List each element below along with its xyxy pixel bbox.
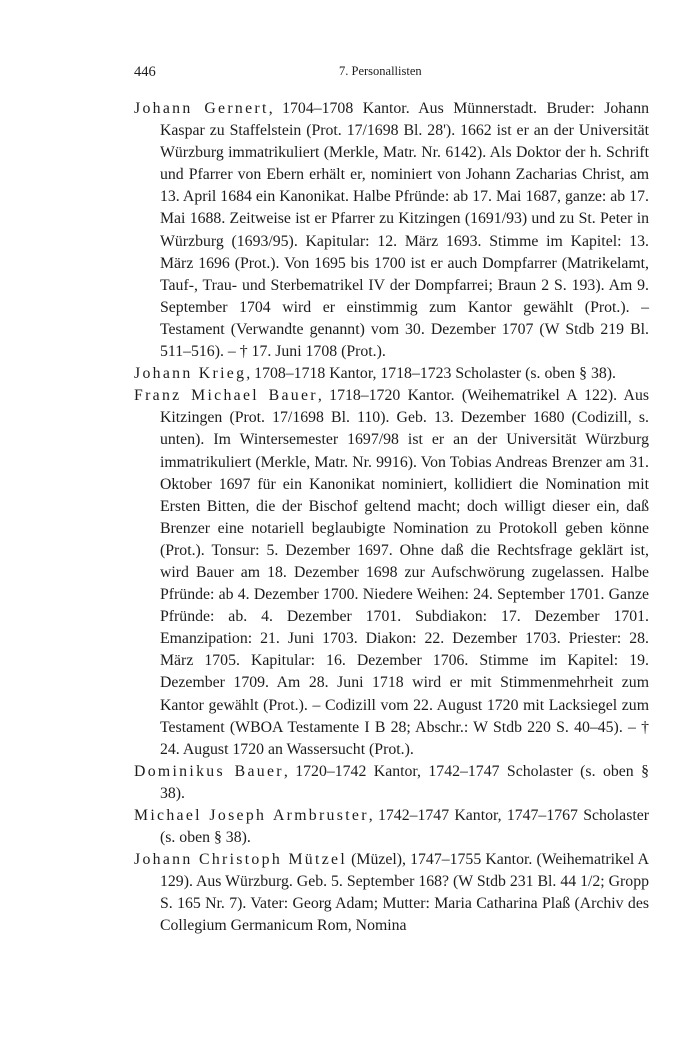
entry-name: Dominikus Bauer: [134, 762, 284, 780]
entry-name: Johann Christoph Mützel: [134, 851, 348, 869]
page-header: [134, 64, 649, 84]
page-number: 446: [134, 64, 156, 80]
entry-text: , 1704–1708 Kantor. Aus Münnerstadt. Bruder: Johann Kaspar zu Staffelstein (Prot. 17/1698 Bl. 28'). 1662 ist er an der Universität Würzburg immatrikuliert (Merkle, Matr. Nr. 6142). Als Doktor der h. Schrift und Pfarrer von Ebern erhält er, nominiert von Johann Zacharias Christ, am 13. April 1684 ein Kanonikat. Halbe Pfründe: ab 17. Mai 1687, ganze: ab 17. Mai 1688. Zeitweise ist er Pfarrer zu Kitzingen (1691/93) und zu St. Peter in Würzburg (1693/95). Kapitular: 12. März 1693. Stimme im Kapitel: 13. März 1696 (Prot.). Von 1695 bis 1700 ist er auch Dompfarrer (Matrikelamt, Tauf-, Trau- und Sterbematrikel IV der Dompfarrei; Braun 2 S. 193). Am 9. September 1704 wird er einstimmig zum Kantor gewählt (Prot.). – Testament (Verwandte genannt) vom 30. Dezember 1707 (W Stdb 219 Bl. 511–516). – † 17. Juni 1708 (Prot.).: [160, 100, 649, 361]
entry-johann-krieg: [134, 363, 649, 385]
entry-list: [134, 98, 649, 938]
entry-johann-gernert: [134, 98, 649, 363]
entry-name: Johann Gernert: [134, 100, 269, 117]
running-title: 7. Personallisten: [339, 64, 422, 78]
entry-name: Franz Michael Bauer: [134, 387, 318, 405]
entry-michael-joseph-armbruster: [134, 805, 649, 849]
entry-franz-michael-bauer: [134, 385, 649, 761]
entry-text: , 1742–1747 Kantor, 1747–1767 Scholaster (s. oben § 38).: [160, 807, 650, 847]
entry-johann-christoph-muetzel: [134, 849, 649, 937]
entry-name: Johann Krieg: [134, 365, 247, 383]
entry-name: Michael Joseph Armbruster: [134, 807, 369, 824]
entry-text: , 1718–1720 Kantor. (Weihematrikel A 122). Aus Kitzingen (Prot. 17/1698 Bl. 110). Geb. 13. Dezember 1680 (Codizill, s. unten). Im Wintersemester 1697/98 ist er an der Universität Würzburg immatrikuliert (Merkle, Matr. Nr. 9916). Von Tobias Andreas Brenzer am 31. Oktober 1697 für ein Kanonikat nominiert, kollidiert die Nomination mit Ersten Bitten, die der Bischof geltend macht; doch willigt dieser ein, daß Brenzer eine notariell beglaubigte Nomination zu Protokoll geben könne (Prot.). Tonsur: 5. Dezember 1697. Ohne daß die Rechtsfrage geklärt ist, wird Bauer am 18. Dezember 1698 zur Aufschwörung zugelassen. Halbe Pfründe: ab 4. Dezember 1700. Niedere Weihen: 24. September 1701. Ganze Pfründe: ab. 4. Dezember 1701. Subdiakon: 17. Dezember 1701. Emanzipation: 21. Juni 1703. Diakon: 22. Dezember 1703. Priester: 28. März 1705. Kapitular: 16. Dezember 1706. Stimme im Kapitel: 19. Dezember 1709. Am 28. Juni 1718 wird er mit Stimmenmehrheit zum Kantor gewählt (Prot.). – Codizill vom 22. August 1720 mit Lacksiegel zum Testament (WBOA Testamente I B 28; Abschr.: W Stdb 220 S. 40–45). – † 24. August 1720 an Wassersucht (Prot.).: [160, 387, 649, 758]
entry-dominikus-bauer: [134, 761, 649, 805]
entry-text: , 1708–1718 Kantor, 1718–1723 Scholaster (s. oben § 38).: [246, 365, 616, 383]
entry-text: , 1720–1742 Kantor, 1742–1747 Scholaster (s. oben § 38).: [160, 762, 649, 802]
entry-text: (Müzel), 1747–1755 Kantor. (Weihematrikel A 129). Aus Würzburg. Geb. 5. September 168? (W Stdb 231 Bl. 44 1/2; Gropp S. 165 Nr. 7). Vater: Georg Adam; Mutter: Maria Catharina Plaß (Archiv des Collegium Germanicum Rom, Nomina: [160, 851, 649, 935]
